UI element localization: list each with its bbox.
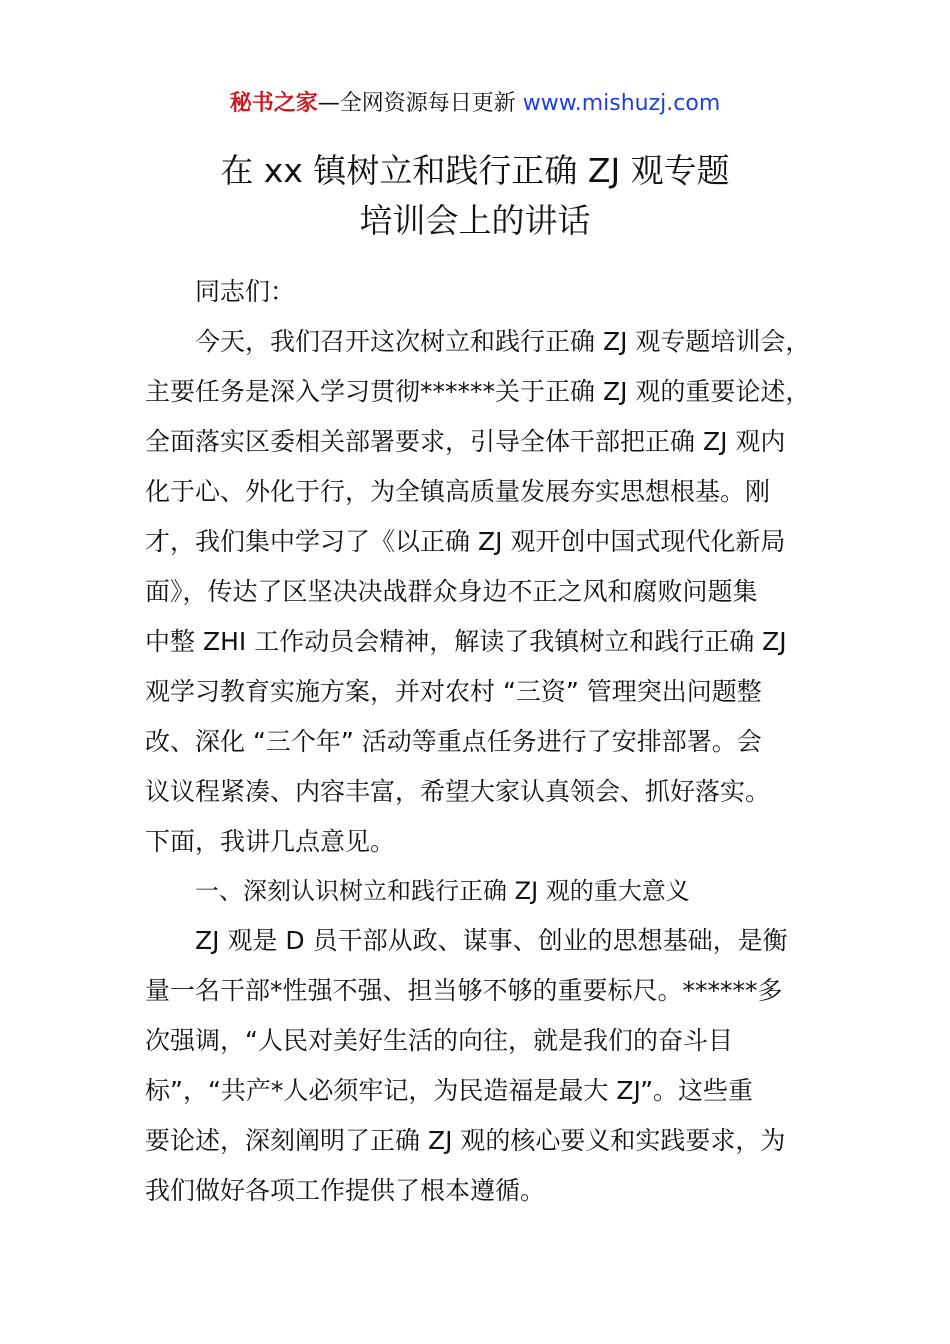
paragraph-line: 标”，“共产*人必须牢记，为民造福是最大 ZJ”。这些重: [145, 1076, 754, 1105]
paragraph-line: 今天，我们召开这次树立和践行正确 ZJ 观专题培训会，: [195, 327, 811, 356]
paragraph-1: [145, 317, 833, 867]
site-url-link[interactable]: www.mishuzj.com: [522, 91, 721, 116]
document-title: [0, 146, 950, 246]
paragraph-line: 中整 ZHI 工作动员会精神，解读了我镇树立和践行正确 ZJ: [145, 627, 787, 656]
brand-name: 秘书之家: [229, 91, 318, 116]
paragraph-line: 主要任务是深入学习贯彻******关于正确 ZJ 观的重要论述，: [145, 377, 811, 406]
title-line-1: 在 xx 镇树立和践行正确 ZJ 观专题: [220, 151, 730, 190]
paragraph-line: 才，我们集中学习了《以正确 ZJ 观开创中国式现代化新局: [145, 527, 786, 556]
site-header: [0, 88, 950, 120]
paragraph-line: 下面，我讲几点意见。: [145, 827, 396, 856]
paragraph-line: 观学习教育实施方案，并对农村 “三资” 管理突出问题整: [145, 677, 762, 706]
header-tagline: —全网资源每日更新: [317, 91, 516, 116]
paragraph-line: 议议程紧凑、内容丰富，希望大家认真领会、抓好落实。: [145, 777, 771, 806]
paragraph-line: 量一名干部*性强不强、担当够不够的重要标尺。******多: [145, 976, 783, 1005]
paragraph-line: 全面落实区委相关部署要求，引导全体干部把正确 ZJ 观内: [145, 427, 786, 456]
paragraph-2: [145, 916, 833, 1216]
paragraph-line: ZJ 观是 D 员干部从政、谋事、创业的思想基础，是衡: [195, 926, 788, 955]
paragraph-line: 要论述，深刻阐明了正确 ZJ 观的核心要义和实践要求，为: [145, 1126, 786, 1155]
title-line-2: 培训会上的讲话: [359, 201, 591, 240]
section-heading-1: 一、深刻认识树立和践行正确 ZJ 观的重大意义: [195, 877, 690, 905]
paragraph-line: 改、深化 “三个年” 活动等重点任务进行了安排部署。会: [145, 727, 762, 756]
paragraph-line: 我们做好各项工作提供了根本遵循。: [145, 1176, 546, 1205]
paragraph-line: 次强调，“人民对美好生活的向往，就是我们的奋斗目: [145, 1026, 733, 1055]
paragraph-line: 化于心、外化于行，为全镇高质量发展夯实思想根基。刚: [145, 477, 771, 506]
paragraph-line: 面》，传达了区坚决决战群众身边不正之风和腐败问题集: [145, 577, 758, 606]
salutation: 同志们：: [195, 277, 296, 306]
